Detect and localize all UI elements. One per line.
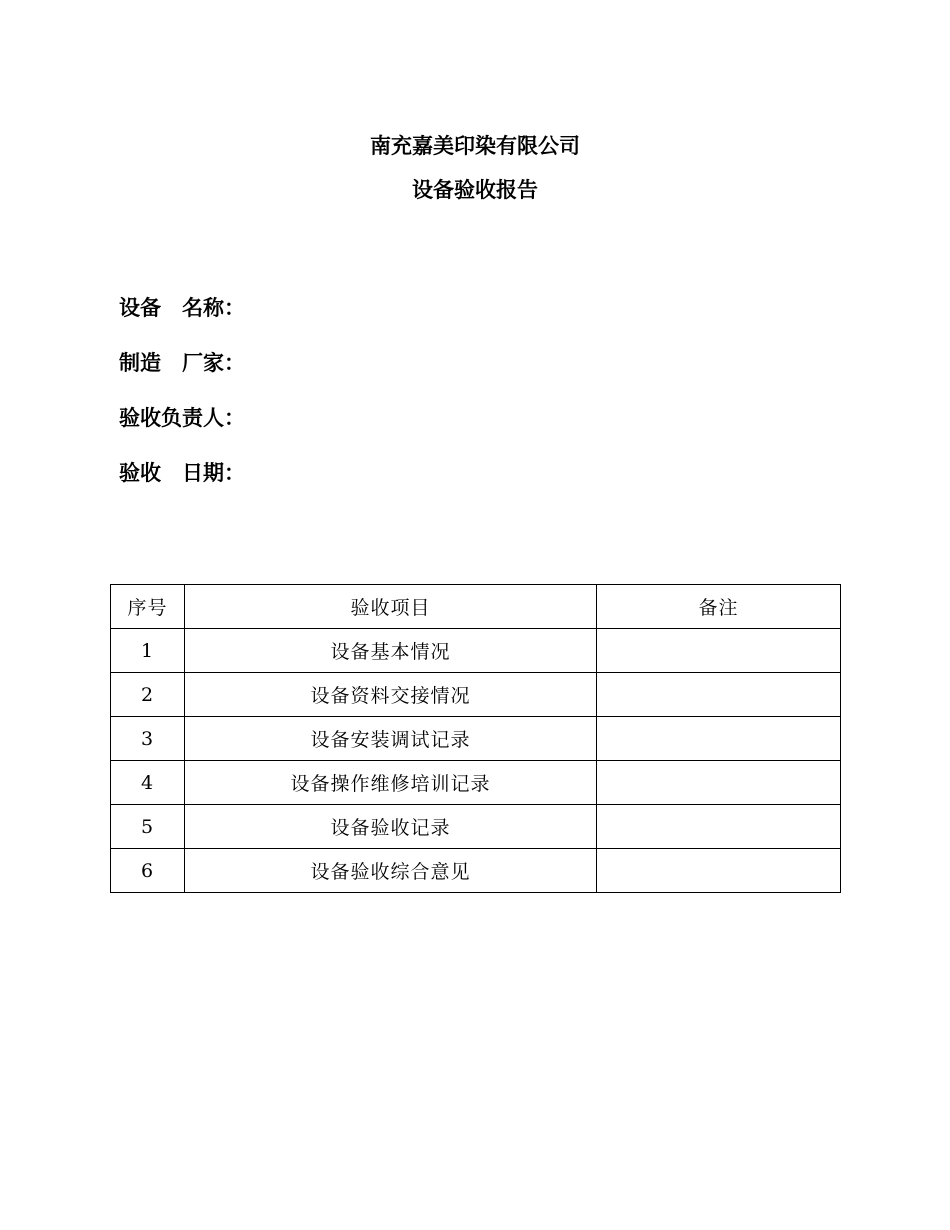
row-note-cell[interactable] xyxy=(597,849,841,893)
acceptance-items-table xyxy=(110,584,841,893)
table-row xyxy=(111,761,841,805)
row-serial-no: 1 xyxy=(111,629,185,673)
row-serial-no: 6 xyxy=(111,849,185,893)
row-item: 设备操作维修培训记录 xyxy=(185,761,597,805)
table-row xyxy=(111,805,841,849)
row-serial-no: 4 xyxy=(111,761,185,805)
field-manufacturer-label: 制造 厂家： xyxy=(119,350,245,375)
row-item: 设备验收记录 xyxy=(185,805,597,849)
table-header-row xyxy=(111,585,841,629)
company-name: 南充嘉美印染有限公司 xyxy=(370,133,580,158)
table-row xyxy=(111,849,841,893)
row-note-cell[interactable] xyxy=(597,717,841,761)
table-row xyxy=(111,629,841,673)
header-serial-no: 序号 xyxy=(111,585,185,629)
row-item: 设备资料交接情况 xyxy=(185,673,597,717)
row-serial-no: 2 xyxy=(111,673,185,717)
field-acceptance-owner-label: 验收负责人： xyxy=(119,405,245,430)
row-note-cell[interactable] xyxy=(597,673,841,717)
row-item: 设备基本情况 xyxy=(185,629,597,673)
row-note-cell[interactable] xyxy=(597,629,841,673)
row-note-cell[interactable] xyxy=(597,805,841,849)
table-row xyxy=(111,717,841,761)
field-acceptance-date-label: 验收 日期： xyxy=(119,460,245,485)
field-equipment-name-label: 设备 名称： xyxy=(119,295,245,320)
table-row xyxy=(111,673,841,717)
row-item: 设备验收综合意见 xyxy=(185,849,597,893)
row-serial-no: 3 xyxy=(111,717,185,761)
row-serial-no: 5 xyxy=(111,805,185,849)
header-acceptance-item: 验收项目 xyxy=(185,585,597,629)
row-note-cell[interactable] xyxy=(597,761,841,805)
row-item: 设备安装调试记录 xyxy=(185,717,597,761)
report-title: 设备验收报告 xyxy=(412,177,538,202)
header-remarks: 备注 xyxy=(597,585,841,629)
